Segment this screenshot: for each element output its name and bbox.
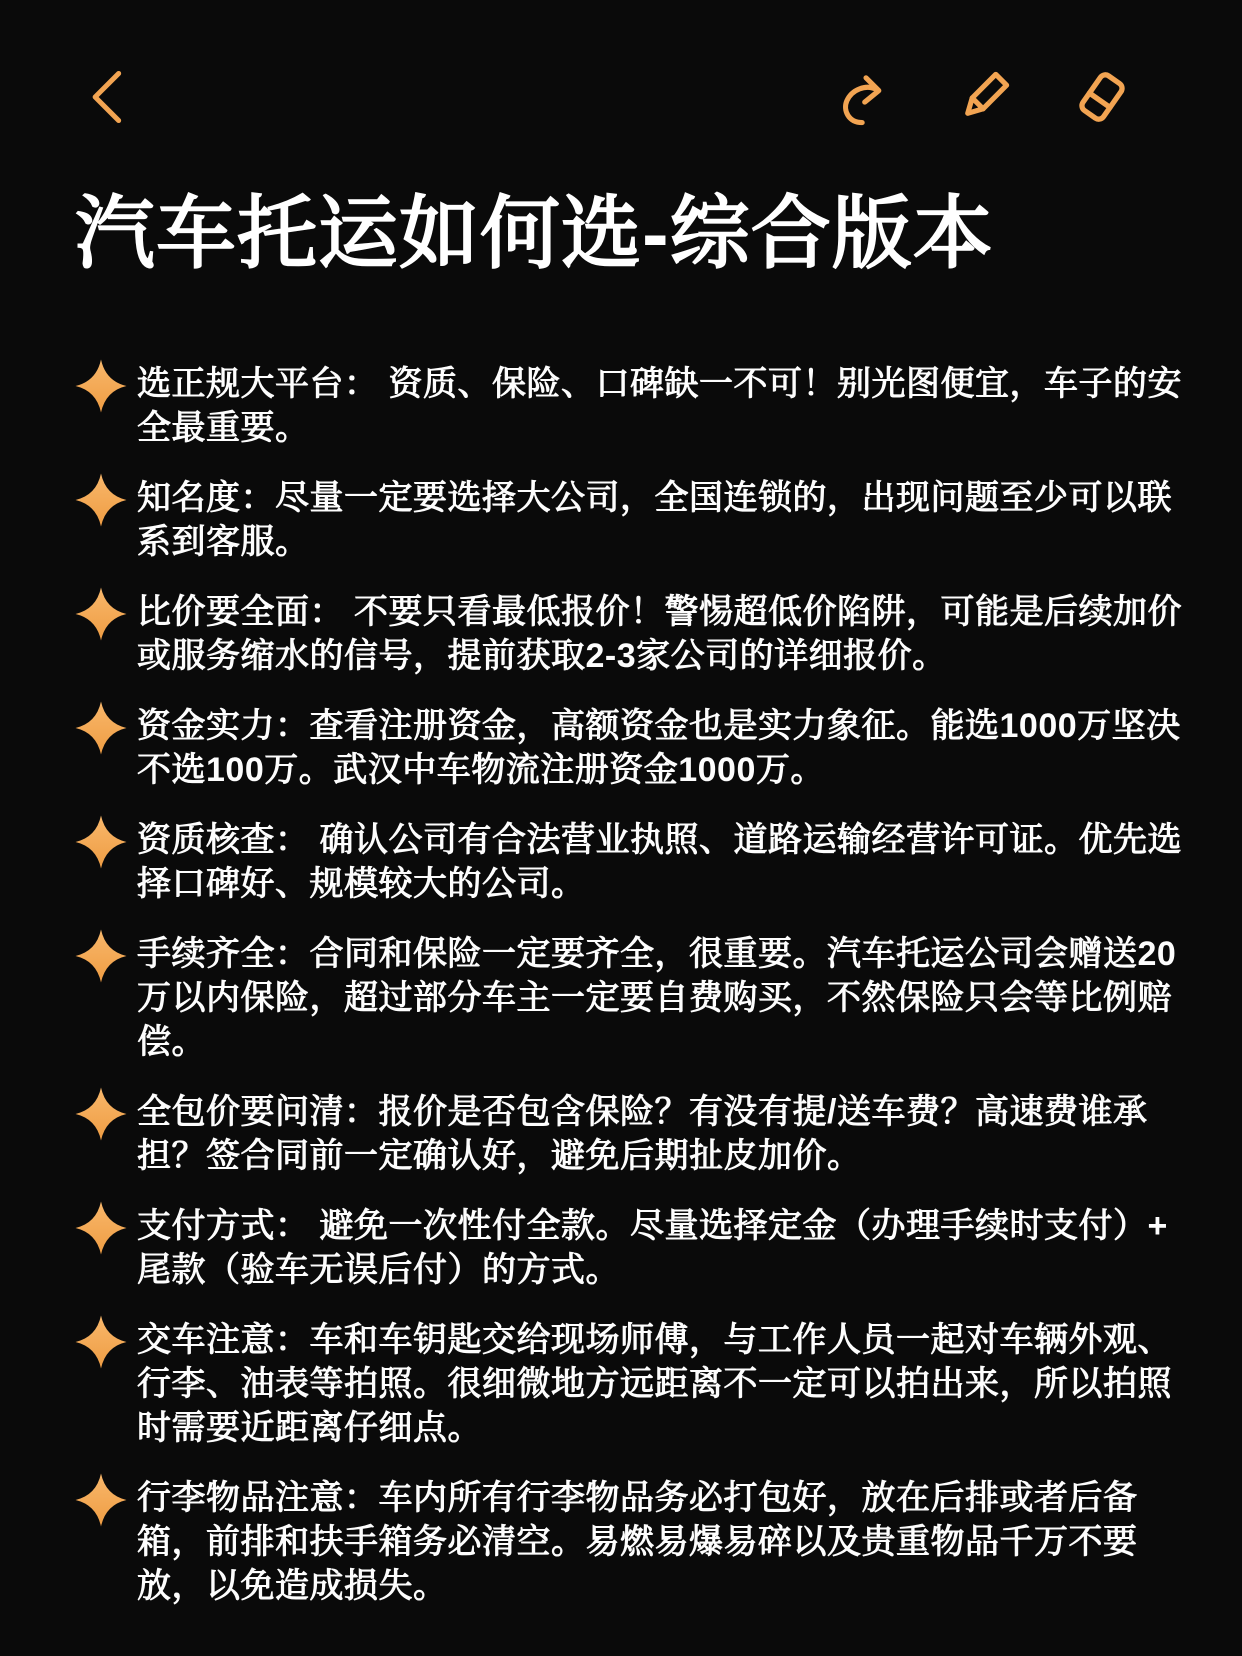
star-bullet-icon [75,1315,127,1369]
tip-text: 交车注意：车和车钥匙交给现场师傅，与工作人员一起对车辆外观、行李、油表等拍照。很细微地方远距离不一定可以拍出来，所以拍照时需要近距离仔细点。 [137,1321,1172,1447]
list-item [75,362,1182,450]
redo-button[interactable] [831,57,901,137]
eraser-icon [1069,58,1135,136]
list-item [75,1204,1182,1292]
tip-text: 比价要全面： 不要只看最低报价！警惕超低价陷阱，可能是后续加价或服务缩水的信号，提前获取2-3家公司的详细报价。 [137,593,1182,675]
back-button[interactable] [75,57,145,137]
list-item [75,476,1182,564]
list-item [75,1318,1182,1450]
tip-text: 选正规大平台： 资质、保险、口碑缺一不可！别光图便宜，车子的安全最重要。 [137,365,1182,447]
tip-text: 知名度：尽量一定要选择大公司，全国连锁的，出现问题至少可以联系到客服。 [137,479,1172,561]
toolbar-right-group [831,57,1137,137]
tip-text: 行李物品注意：车内所有行李物品务必打包好，放在后排或者后备箱，前排和扶手箱务必清空。易燃易爆易碎以及贵重物品千万不要放，以免造成损失。 [137,1479,1138,1605]
star-bullet-icon [75,1201,127,1255]
chevron-left-icon [79,60,141,134]
edit-button[interactable] [949,57,1019,137]
star-bullet-icon [75,359,127,413]
tip-text: 全包价要问清：报价是否包含保险？有没有提/送车费？高速费谁承担？签合同前一定确认好，避免后期扯皮加价。 [137,1093,1148,1175]
star-bullet-icon [75,587,127,641]
redo-arrow-icon [834,59,898,135]
tip-text: 手续齐全：合同和保险一定要齐全，很重要。汽车托运公司会赠送20万以内保险，超过部分车主一定要自费购买，不然保险只会等比例赔偿。 [137,935,1177,1061]
star-bullet-icon [75,473,127,527]
tip-text: 资金实力：查看注册资金，高额资金也是实力象征。能选1000万坚决不选100万。武汉中车物流注册资金1000万。 [137,707,1181,789]
list-item [75,1090,1182,1178]
star-bullet-icon [75,1473,127,1527]
star-bullet-icon [75,815,127,869]
eraser-button[interactable] [1067,57,1137,137]
toolbar [75,56,1182,138]
star-bullet-icon [75,701,127,755]
tips-list [75,362,1182,1608]
tip-text: 资质核查： 确认公司有合法营业执照、道路运输经营许可证。优先选择口碑好、规模较大的公司。 [137,821,1182,903]
star-bullet-icon [75,929,127,983]
list-item [75,932,1182,1064]
list-item [75,818,1182,906]
star-bullet-icon [75,1087,127,1141]
list-item [75,1476,1182,1608]
tip-text: 支付方式： 避免一次性付全款。尽量选择定金（办理手续时支付）+ 尾款（验车无误后付）的方式。 [137,1207,1168,1289]
list-item [75,704,1182,792]
pencil-icon [952,59,1016,135]
list-item [75,590,1182,678]
page-title: 汽车托运如何选-综合版本 [75,189,994,278]
